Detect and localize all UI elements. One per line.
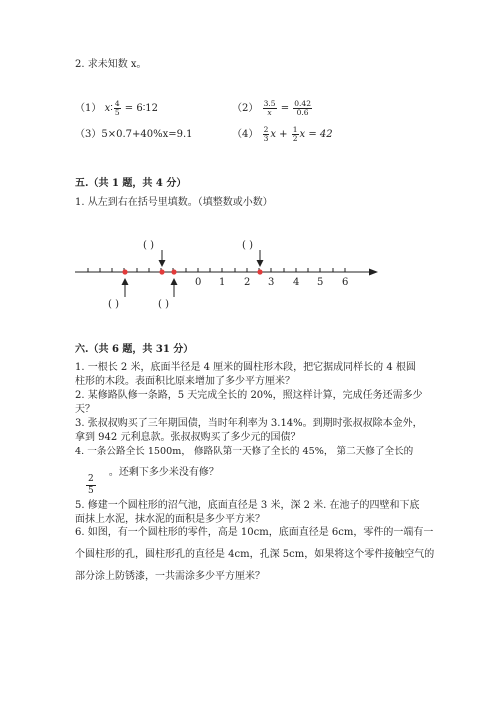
equation-2-eq: = bbox=[280, 103, 290, 114]
tick-label-5: 5 bbox=[317, 277, 324, 288]
equation-4-term-1: x + bbox=[270, 129, 288, 140]
tick-label-0: 0 bbox=[195, 277, 202, 288]
marked-point-3 bbox=[171, 269, 176, 274]
equation-3-expr: 5×0.7+40%x=9.1 bbox=[101, 129, 193, 140]
problem-6-line-1: 6. 如图，有一个圆柱形的零件，高是 10cm，底面直径是 6cm，零件的一端有一 bbox=[75, 527, 434, 538]
number-line-arrowhead bbox=[369, 269, 378, 276]
arrow-up-1-head bbox=[122, 278, 129, 285]
answer-blank-top-1[interactable]: ( ) bbox=[143, 240, 154, 251]
problem-4-line-1: 4. 一条公路全长 1500m， 修路队第一天修了全长的 45%， 第二天修了全长的 bbox=[75, 446, 414, 457]
problem-2: 2. 某修路队修一条路，5 天完成全长的 20%，照这样计算，完成任务还需多少天？ bbox=[75, 390, 423, 415]
equation-1-fraction: $\frac{4}{5}$ bbox=[114, 99, 120, 117]
section5-title: 五.（共 1 题，共 4 分） bbox=[75, 178, 187, 189]
equation-1-rhs: = 6∶12 bbox=[124, 103, 159, 114]
equation-3 bbox=[75, 128, 193, 142]
problem-6-line-3: 部分涂上防锈漆，一共需涂多少平方厘米？ bbox=[75, 571, 265, 582]
tick-label-3: 3 bbox=[268, 277, 275, 288]
tick-label-1: 1 bbox=[219, 277, 226, 288]
problem-4-rest: 。还剩下多少米没有修？ bbox=[108, 467, 219, 478]
problem-4-fraction: $\frac{2}{5}$ bbox=[88, 474, 94, 496]
problem-4-line-2 bbox=[86, 466, 219, 497]
marked-point-2 bbox=[159, 269, 164, 274]
problem-1: 1. 一根长 2 米，底面半径是 4 厘米的圆柱形木段，把它据成同样长的 4 根圆柱形的木段。表面积比原来增加了多少平方厘米？ bbox=[75, 362, 416, 387]
answer-blank-bottom-1[interactable]: ( ) bbox=[108, 299, 119, 310]
part2-title: 2. 求未知数 x。 bbox=[75, 59, 147, 70]
equation-4 bbox=[232, 126, 333, 143]
arrow-down-2-head bbox=[257, 260, 264, 267]
problem-5: 5. 修建一个圆柱形的沼气池，底面直径是 3 米，深 2 米. 在池子的四壁和下底面抹上水泥，抹水泥的面积是多少平方米？ bbox=[75, 500, 420, 525]
arrow-down-1-head bbox=[159, 260, 166, 267]
problem-6-line-2: 个圆柱形的孔，圆柱形孔的直径是 4cm，孔深 5cm，如果将这个零件接触空气的 bbox=[75, 549, 435, 560]
marked-point-1 bbox=[122, 269, 127, 274]
equation-4-label: （4） bbox=[232, 129, 259, 140]
arrow-up-2-head bbox=[171, 278, 178, 285]
equation-2-fraction-b: $\frac{0.42}{0.6}$ bbox=[294, 99, 311, 117]
answer-blank-bottom-2[interactable]: ( ) bbox=[158, 299, 169, 310]
equation-1-label: （1） bbox=[75, 103, 102, 114]
problem-3: 3. 张叔叔购买了三年期国债，当时年利率为 3.14%。到期时张叔叔除本金外，拿到 942 元利息款。张叔叔购买了多少元的国债？ bbox=[75, 418, 423, 443]
tick-label-6: 6 bbox=[342, 277, 349, 288]
section6-title: 六.（共 6 题，共 31 分） bbox=[75, 344, 194, 355]
equation-1-colon: ∶ bbox=[110, 103, 113, 114]
answer-blank-top-2[interactable]: ( ) bbox=[242, 240, 253, 251]
marked-point-4 bbox=[257, 269, 262, 274]
equation-2-fraction-a: $\frac{3.5}{x}$ bbox=[263, 99, 276, 117]
equation-3-label: （3） bbox=[75, 129, 102, 140]
equation-2 bbox=[232, 100, 313, 117]
equation-2-label: （2） bbox=[232, 103, 259, 114]
equation-4-fraction-2: $\frac{1}{2}$ bbox=[292, 125, 298, 143]
equation-1 bbox=[75, 100, 158, 117]
equation-4-term-2: x = 42 bbox=[299, 129, 333, 140]
equation-4-fraction-1: $\frac{2}{3}$ bbox=[263, 125, 269, 143]
equation-1-x: x bbox=[104, 103, 111, 114]
tick-label-2: 2 bbox=[244, 277, 251, 288]
tick-label-4: 4 bbox=[293, 277, 300, 288]
section5-q1: 1. 从左到右在括号里填数。（填整数或小数） bbox=[75, 197, 273, 208]
